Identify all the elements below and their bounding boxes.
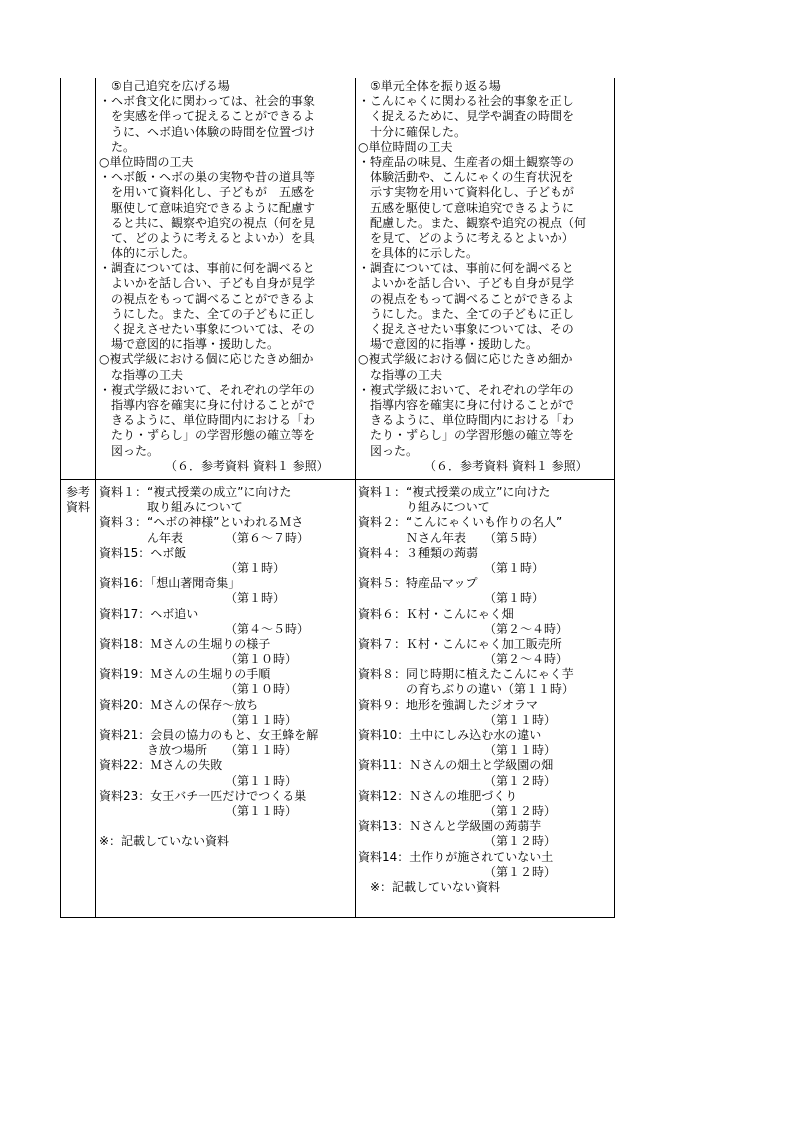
text-line: く捉えさせたい事象については、その	[358, 322, 574, 336]
text-line: ○単位時間の工夫	[358, 139, 453, 154]
text-line: 場で意図的に指導・援助した。	[99, 337, 280, 352]
text-line: を見て、どのように考えるとよいか）	[358, 230, 574, 245]
text-line: よいかを話し合い、子ども自身が見学	[99, 276, 316, 291]
reference-item-line: 資料11：Ｎさんの畑土と学級園の畑	[358, 758, 554, 773]
text-line: 指導内容を確実に身に付けることがで	[99, 397, 316, 412]
text-line: たり・ずらし」の学習形態の確立等を	[99, 428, 316, 443]
text-line: 図った。	[358, 443, 419, 458]
reference-item-line: 資料13：Ｎさんと学級園の蒟蒻芋	[358, 819, 542, 834]
reference-item-line: （第１０時）	[99, 682, 298, 697]
reference-item-line: ※：記載していない資料	[99, 834, 230, 849]
text-line: ○複式学級における個に応じたきめ細か	[358, 352, 573, 367]
reference-item-line: 資料18：Ｍさんの生堀りの様子	[99, 636, 271, 651]
text-line: を実感を伴って捉えることができるよ	[99, 109, 316, 124]
reference-item-line: ※：記載していない資料	[358, 879, 501, 894]
reference-item-line: 資料20：Ｍさんの保存～放ち	[99, 697, 259, 712]
reference-item-line: 資料12：Ｎさんの堆肥づくり	[358, 788, 518, 803]
text-line: 十分に確保した。	[358, 124, 467, 139]
reference-item-line: （第１２時）	[358, 864, 557, 879]
text-line: 図った。	[99, 443, 160, 458]
reference-item-line: （第１１時）	[358, 712, 557, 727]
reference-item-line: 資料10：土中にしみ込む水の違い	[358, 728, 542, 742]
text-line: うにした。また、全ての子どもに正し	[99, 306, 316, 321]
text-line: よいかを話し合い、子ども自身が見学	[358, 276, 575, 291]
text-line: を用いて資料化し、子どもが 五感を	[99, 185, 316, 200]
reference-item-line: （第１時）	[358, 560, 545, 575]
reference-item-line: ん年表 （第６～７時）	[99, 530, 310, 545]
text-line: （６．参考資料 資料１ 参照）	[358, 458, 588, 473]
reference-item-line: （第１時）	[99, 560, 286, 575]
text-line: ○複式学級における個に応じたきめ細か	[99, 352, 314, 367]
reference-item-line: り組みについて	[358, 500, 490, 515]
text-line: く捉えるために、見学や調査の時間を	[358, 109, 575, 124]
table-left-border	[60, 78, 61, 918]
reference-item-line: （第１０時）	[99, 652, 298, 667]
text-line: ・複式学級において、それぞれの学年の	[358, 382, 574, 397]
reference-item-line: 資料１：“複式授業の成立”に向けた	[99, 485, 292, 499]
text-line: な指導の工夫	[99, 367, 184, 382]
text-line: うにした。また、全ての子どもに正し	[358, 306, 575, 321]
text-line: 示す実物を用いて資料化し、子どもが	[358, 185, 575, 200]
ref-right-cell	[358, 485, 574, 895]
reference-item-line: （第１２時）	[358, 773, 557, 788]
reference-item-line: 資料21：会員の協力のもと、女王蜂を解	[99, 728, 319, 742]
reference-item-line: 資料５：特産品マップ	[358, 576, 478, 591]
text-line: ・ヘボ飯・ヘボの巣の実物や昔の道具等	[99, 170, 316, 185]
reference-item-line: （第１時）	[99, 591, 286, 606]
text-line: て、どのように考えるとよいか）を具	[99, 230, 315, 245]
center-column-divider	[355, 78, 356, 918]
text-line: 五感を駆使して意味追究できるように	[358, 200, 575, 215]
reference-item-line: （第１１時）	[99, 803, 298, 818]
reference-item-line: 資料１：“複式授業の成立”に向けた	[358, 485, 551, 499]
reference-item-line: （第２～４時）	[358, 652, 569, 667]
reference-item-line: 資料６：Ｋ村・こんにゃく畑	[358, 606, 514, 621]
side-label	[62, 485, 94, 515]
text-line: ・こんにゃくに関わる社会的事象を正し	[358, 94, 574, 109]
side-label-line2: 資料	[65, 500, 90, 515]
reference-item-line: き放つ場所 （第１１時）	[99, 743, 298, 758]
text-line: ⑤単元全体を振り返る場	[358, 79, 501, 93]
reference-item-line: 資料22：Ｍさんの失敗	[99, 758, 223, 773]
label-column-divider	[95, 78, 96, 918]
reference-item-line: 資料17：ヘボ追い	[99, 606, 199, 621]
reference-item-line: Ｎさん年表 （第５時）	[358, 530, 545, 545]
reference-item-line: 資料14：土作りが施されていない土	[358, 849, 554, 864]
reference-item-line: 資料23：女王バチ一匹だけでつくる巣	[99, 788, 307, 803]
text-line: 配慮した。また、観察や追究の視点（何	[358, 215, 587, 230]
reference-item-line: （第１１時）	[358, 743, 557, 758]
reference-item-line: （第１１時）	[99, 773, 298, 788]
table-bottom-border	[60, 917, 615, 918]
text-line: く捉えさせたい事象については、その	[99, 322, 315, 336]
reference-item-line: 資料16：「想山著聞奇集」	[99, 576, 241, 591]
reference-item-line	[99, 819, 318, 834]
reference-item-line: （第２～４時）	[358, 621, 569, 636]
reference-item-line: （第１時）	[358, 591, 545, 606]
text-line: 場で意図的に指導・援助した。	[358, 337, 539, 352]
reference-item-line: 資料８：同じ時期に植えたこんにゃく芋	[358, 667, 574, 682]
text-line: な指導の工夫	[358, 367, 443, 382]
reference-item-line: 資料２：“こんにゃくいも作りの名人”	[358, 515, 563, 530]
reference-item-line: （第１２時）	[358, 803, 557, 818]
reference-item-line: の育ちぶりの違い（第１１時）	[358, 682, 575, 697]
text-line: 駆使して意味追究できるように配慮す	[99, 200, 316, 215]
text-line: 体験活動や、こんにゃくの生育状況を	[358, 170, 574, 185]
top-left-cell	[99, 79, 329, 474]
text-line: ・ヘボ食文化に関わっては、社会的事象	[99, 94, 315, 109]
text-line: （６．参考資料 資料１ 参照）	[99, 458, 329, 473]
table-right-border	[614, 78, 615, 918]
text-line: ○単位時間の工夫	[99, 154, 194, 169]
text-line: たり・ずらし」の学習形態の確立等を	[358, 428, 575, 443]
reference-item-line: 資料４：３種類の蒟蒻	[358, 545, 479, 560]
text-line: うに、ヘボ追い体験の時間を位置づけ	[99, 124, 316, 139]
text-line: ⑤自己追究を広げる場	[99, 79, 230, 93]
reference-item-line: 資料３：“ヘボの神様”といわれるＭさ	[99, 515, 304, 530]
reference-item-line: （第１１時）	[99, 712, 298, 727]
reference-item-line: 資料15：ヘボ飯	[99, 545, 187, 560]
side-label-line1: 参考	[65, 485, 90, 499]
reference-item-line: （第１２時）	[358, 834, 557, 849]
reference-item-line: 取り組みについて	[99, 500, 243, 515]
text-line: ・特産品の味見、生産者の畑土観察等の	[358, 154, 575, 169]
text-line: ・調査については、事前に何を調べると	[358, 261, 574, 276]
text-line: きるように、単位時間内における「わ	[99, 413, 316, 428]
text-line: を具体的に示した。	[358, 246, 479, 261]
text-line: た。	[99, 139, 136, 154]
top-right-cell	[358, 79, 588, 474]
reference-item-line: 資料７：Ｋ村・こんにゃく加工販売所	[358, 636, 562, 651]
row-divider	[60, 479, 615, 480]
text-line: の視点をもって調べることができるよ	[358, 291, 575, 306]
text-line: きるように、単位時間内における「わ	[358, 413, 575, 428]
text-line: ・調査については、事前に何を調べると	[99, 261, 315, 276]
text-line: の視点をもって調べることができるよ	[99, 291, 316, 306]
ref-left-cell	[99, 485, 318, 850]
reference-item-line: 資料９：地形を強調したジオラマ	[358, 697, 539, 712]
text-line: 体的に示した。	[99, 246, 196, 261]
reference-item-line: 資料19：Ｍさんの生堀りの手順	[99, 667, 271, 682]
reference-item-line: （第４～５時）	[99, 621, 310, 636]
text-line: ると共に、観察や追究の視点（何を見	[99, 215, 316, 230]
text-line: ・複式学級において、それぞれの学年の	[99, 382, 315, 397]
text-line: 指導内容を確実に身に付けることがで	[358, 397, 575, 412]
